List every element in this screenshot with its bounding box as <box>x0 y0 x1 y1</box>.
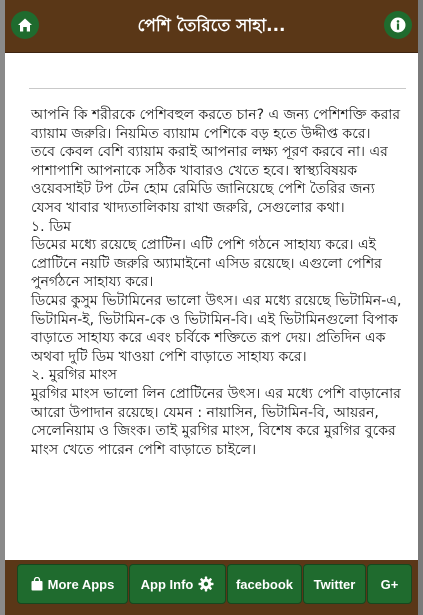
home-icon <box>17 17 33 33</box>
app-info-label: App Info <box>140 576 194 592</box>
divider <box>29 88 406 89</box>
article-body <box>31 106 408 459</box>
article-paragraph: ডিমের কুসুম ভিটামিনের ভালো উৎস। এর মধ্যে রয়েছে ভিটামিন-এ, ভিটামিন-ই, ভিটামিন-কে ও ভিটামিন-বি। এই ভিটামিনগুলো বিপাক বাড়াতে সাহায্য করে এবং চর্বিকে শক্তিতে রূপ দেয়। প্রতিদিন এক অথবা দুটি ডিম খাওয়া পেশি বাড়াতে সাহায্য করে। <box>31 292 402 365</box>
twitter-button[interactable] <box>303 564 366 604</box>
section-heading: ১. ডিম <box>31 218 72 235</box>
facebook-label: facebook <box>235 576 294 592</box>
article-paragraph: মুরগির মাংস ভালো লিন প্রোটিনের উৎস। এর মধ্যে পেশি বাড়ানোর আরো উপাদান রয়েছে। যেমন : নায়াসিন, ভিটামিন-বি, আয়রন, সেলেনিয়াম ও জিংক। তাই মুরগির মাংস, বিশেষ করে মুরগির বুকের মাংস খেতে পারেন পেশি বাড়াতে চাইলে। <box>31 385 401 458</box>
more-apps-button[interactable] <box>17 564 128 604</box>
gear-icon <box>198 576 214 592</box>
home-button[interactable] <box>11 11 39 39</box>
article-paragraph: আপনি কি শরীরকে পেশিবহুল করতে চান? এ জন্য পেশিশক্তি করার ব্যায়াম জরুরি। নিয়মিত ব্যায়াম পেশিকে বড় হতে উদ্দীপ্ত করে। <box>31 107 401 142</box>
bottom-action-bar <box>5 560 418 615</box>
google-plus-label: G+ <box>380 576 399 592</box>
article-paragraph: তবে কেবল বেশি ব্যায়াম করাই আপনার লক্ষ্য পূরণ করবে না। এর পাশাপাশি আপনাকে সঠিক খাবারও খেতে হবে। স্বাস্থ্যবিষয়ক ওয়েবসাইট টপ টেন হোম রেমিডি জানিয়েছে পেশি তৈরির জন্য যেসব খাবার খাদ্যতালিকায় রাখা জরুরি, সেগুলোর কথা। <box>31 144 388 216</box>
google-plus-button[interactable] <box>367 564 412 604</box>
facebook-button[interactable] <box>227 564 302 604</box>
twitter-label: Twitter <box>313 576 356 592</box>
article-container[interactable] <box>5 53 418 560</box>
shopping-bag-icon <box>31 577 43 591</box>
section-heading: ২. মুরগির মাংস <box>31 367 117 384</box>
more-apps-label: More Apps <box>47 576 115 592</box>
info-icon <box>390 17 406 33</box>
info-button[interactable] <box>384 11 412 39</box>
top-app-bar <box>5 0 418 53</box>
article-paragraph: ডিমের মধ্যে রয়েছে প্রোটিন। এটি পেশি গঠনে সাহায্য করে। এই প্রোটিনে নয়টি জরুরি অ্যামাইনো এসিড রয়েছে। এগুলো পেশির পুনর্গঠনে সাহায্য করে। <box>31 237 382 291</box>
page-title: পেশি তৈরিতে সাহা... <box>137 16 286 36</box>
app-info-button[interactable] <box>129 564 226 604</box>
